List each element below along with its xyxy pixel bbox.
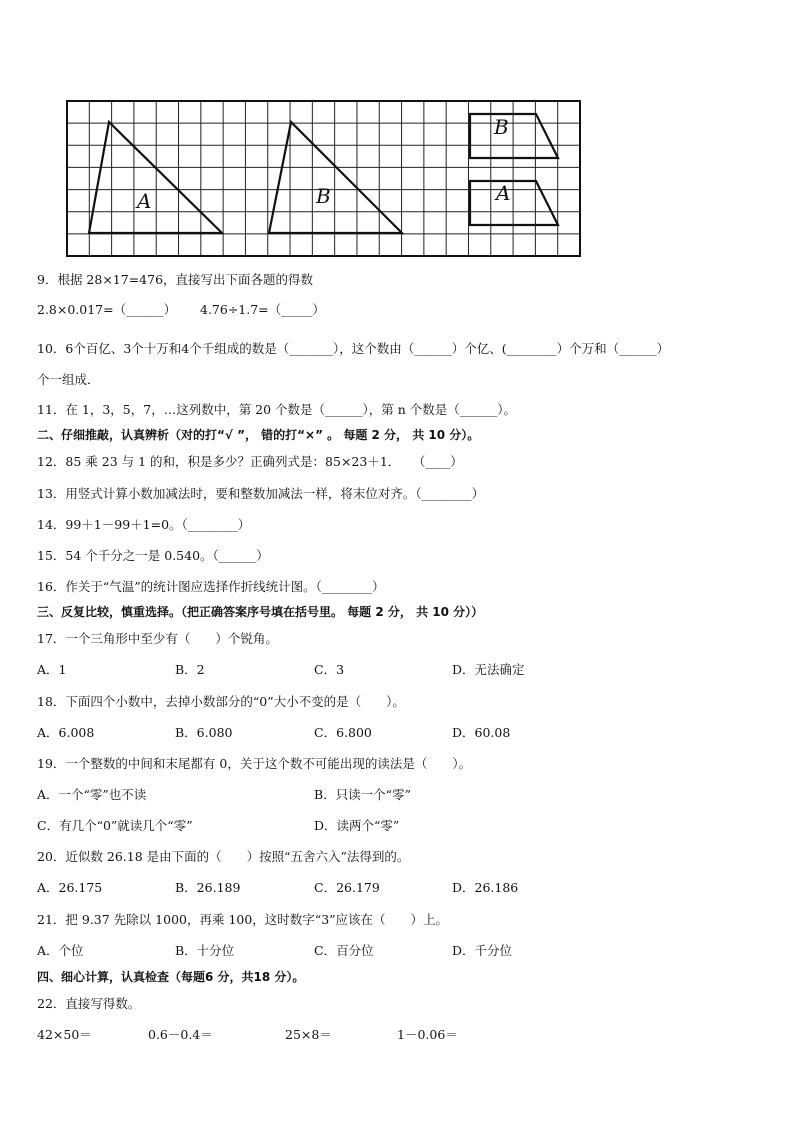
q22-item-1: 42×50＝ [37, 1027, 92, 1042]
label-b-middle: B [316, 184, 331, 208]
q18-option-b: B．6.080 [175, 725, 233, 740]
q19-option-c: C．有几个“0”就读几个“零” [37, 818, 193, 833]
q17-option-c: C．3 [314, 662, 345, 677]
triangle-b-middle [269, 122, 402, 233]
q20-option-c: C．26.179 [314, 880, 380, 895]
q21-option-c: C．百分位 [314, 943, 374, 958]
q11-text: 11．在 1，3，5，7，…这列数中，第 20 个数是（______），第 n 个数是（______）。 [37, 402, 517, 417]
label-a-right: A [496, 181, 511, 205]
q17-option-b: B．2 [175, 662, 205, 677]
q9-text: 9．根据 28×17=476，直接写出下面各题的得数 [37, 272, 314, 287]
q20-option-a: A．26.175 [37, 880, 103, 895]
q22-item-3: 25×8＝ [285, 1027, 332, 1042]
q22-item-4: 1－0.06＝ [397, 1027, 458, 1042]
q21-option-a: A．个位 [37, 943, 84, 958]
q9-sub2: 4.76÷1.7=（_____） [200, 302, 325, 317]
grid-figure [66, 90, 586, 262]
q18-text: 18．下面四个小数中，去掉小数部分的“0”大小不变的是（ ）。 [37, 694, 405, 709]
q10-line1: 10．6个百亿、3个十万和4个千组成的数是（_______），这个数由（______）个亿、(________）个万和（______） [37, 341, 670, 356]
q22-item-2: 0.6－0.4＝ [148, 1027, 213, 1042]
q15-text: 15．54 个千分之一是 0.540。（______） [37, 548, 269, 563]
q13-text: 13．用竖式计算小数加减法时，要和整数加减法一样，将末位对齐。（________） [37, 486, 485, 501]
trapezoid-b [470, 114, 558, 158]
q18-option-d: D．60.08 [452, 725, 511, 740]
label-b-right: B [494, 115, 509, 139]
triangle-a-left [89, 122, 222, 233]
q17-option-a: A．1 [37, 662, 67, 677]
q21-option-d: D．千分位 [452, 943, 513, 958]
section-3-heading: 三、反复比较，慎重选择。（把正确答案序号填在括号里。 每题 2 分， 共 10 分）） [37, 605, 484, 619]
q21-text: 21．把 9.37 先除以 1000，再乘 100，这时数字“3”应该在（ ）上。 [37, 912, 449, 927]
q14-text: 14．99＋1－99＋1=0。（________） [37, 517, 251, 532]
q17-text: 17．一个三角形中至少有（ ）个锐角。 [37, 631, 278, 646]
q20-option-b: B．26.189 [175, 880, 241, 895]
q20-text: 20．近似数 26.18 是由下面的（ ）按照“五舍六入”法得到的。 [37, 849, 410, 864]
q19-text: 19．一个整数的中间和末尾都有 0，关于这个数不可能出现的读法是（ ）。 [37, 756, 472, 771]
q17-option-d: D．无法确定 [452, 662, 525, 677]
q18-option-a: A．6.008 [37, 725, 95, 740]
section-4-heading: 四、细心计算，认真检查（每题6 分，共18 分）。 [37, 970, 305, 984]
q21-option-b: B．十分位 [175, 943, 235, 958]
q18-option-c: C．6.800 [314, 725, 372, 740]
q12-text: 12．85 乘 23 与 1 的和，积是多少？正确列式是：85×23＋1． （____） [37, 454, 463, 469]
q20-option-d: D．26.186 [452, 880, 519, 895]
q10-line2: 个一组成． [37, 372, 100, 387]
q19-option-b: B．只读一个“零” [314, 787, 411, 802]
trapezoid-a [470, 181, 558, 225]
label-a-left: A [137, 189, 152, 213]
q19-option-d: D．读两个“零” [314, 818, 400, 833]
q16-text: 16．作关于“气温”的统计图应选择作折线统计图。（________） [37, 579, 385, 594]
q19-option-a: A．一个“零”也不读 [37, 787, 147, 802]
q9-sub1: 2.8×0.017=（______） [37, 302, 177, 317]
q22-text: 22．直接写得数。 [37, 996, 141, 1011]
section-2-heading: 二、仔细推敲，认真辨析（对的打“√ ”， 错的打“×” 。 每题 2 分， 共 10 分）。 [37, 428, 480, 442]
